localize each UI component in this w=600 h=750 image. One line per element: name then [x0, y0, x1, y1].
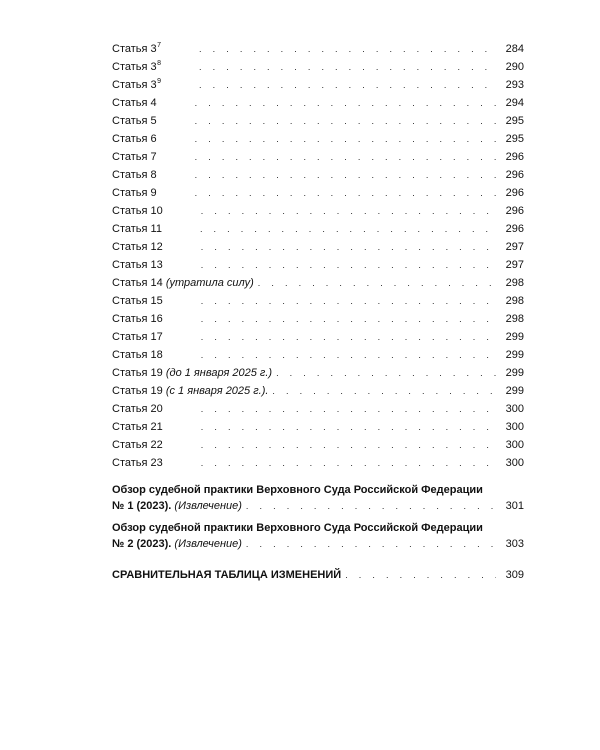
article-title: Статья 3: [112, 79, 157, 91]
toc-entry[interactable]: [112, 400, 524, 418]
article-note: (с 1 января 2025 г.).: [165, 385, 269, 397]
article-title: Статья 10: [112, 205, 163, 217]
toc-entry[interactable]: [112, 166, 524, 184]
entry-label: [112, 130, 157, 148]
toc-entry[interactable]: [112, 436, 524, 454]
entry-label: [112, 382, 268, 400]
leader-dots: [272, 382, 496, 400]
toc-entry[interactable]: [112, 328, 524, 346]
toc-entry[interactable]: [112, 220, 524, 238]
entry-label: [112, 274, 254, 292]
page-number: 296: [505, 205, 524, 217]
leader-dots: [201, 292, 496, 310]
page-number: 297: [505, 259, 524, 271]
toc-entry[interactable]: [112, 292, 524, 310]
review-line: [112, 498, 524, 514]
articles-list: [112, 40, 524, 472]
entry-label: [112, 184, 157, 202]
entry-label: [112, 418, 163, 436]
article-title: Статья 20: [112, 403, 163, 415]
article-title: Статья 8: [112, 169, 157, 181]
page-number: 296: [505, 169, 524, 181]
article-title: Статья 5: [112, 115, 157, 127]
entry-label: [112, 436, 163, 454]
article-superscript: 8: [157, 60, 162, 68]
entry-label: [112, 202, 163, 220]
toc-entry[interactable]: [112, 346, 524, 364]
leader-dots: [199, 58, 496, 76]
toc-entry[interactable]: [112, 364, 524, 382]
review-entry[interactable]: [112, 520, 524, 552]
page-number: 299: [505, 367, 524, 379]
leader-dots: [246, 536, 496, 552]
article-title: Статья 18: [112, 349, 163, 361]
article-note: (утратила силу): [165, 277, 254, 289]
article-superscript: 7: [157, 42, 162, 50]
toc-entry[interactable]: [112, 184, 524, 202]
article-title: Статья 7: [112, 151, 157, 163]
review-note: (Извлечение): [174, 538, 242, 550]
leader-dots: [195, 166, 496, 184]
page-number: 300: [505, 457, 524, 469]
entry-label: [112, 310, 163, 328]
review-number: № 1 (2023).: [112, 500, 172, 512]
article-title: Статья 12: [112, 241, 163, 253]
entry-label: [112, 256, 163, 274]
page-number: 298: [505, 313, 524, 325]
reviews-list: [112, 482, 524, 552]
page-number: 301: [505, 500, 524, 512]
article-title: Статья 11: [112, 223, 162, 235]
entry-label: [112, 76, 161, 94]
summary-label: СРАВНИТЕЛЬНАЯ ТАБЛИЦА ИЗМЕНЕНИЙ: [112, 569, 342, 581]
toc-entry[interactable]: [112, 58, 524, 76]
page-number: 293: [505, 79, 524, 91]
entry-label: [112, 364, 272, 382]
article-title: Статья 23: [112, 457, 163, 469]
toc-entry[interactable]: [112, 202, 524, 220]
page-number: 298: [505, 295, 524, 307]
leader-dots: [201, 238, 496, 256]
review-number: № 2 (2023).: [112, 538, 172, 550]
entry-label: [112, 454, 163, 472]
article-title: Статья 13: [112, 259, 163, 271]
leader-dots: [201, 454, 496, 472]
article-title: Статья 19: [112, 367, 163, 379]
review-entry[interactable]: [112, 482, 524, 514]
summary-entry[interactable]: [112, 566, 524, 584]
article-title: Статья 9: [112, 187, 157, 199]
leader-dots: [345, 566, 496, 584]
page-number: 290: [505, 61, 524, 73]
entry-label: [112, 400, 163, 418]
leader-dots: [195, 112, 496, 130]
entry-label: [112, 58, 161, 76]
article-title: Статья 14: [112, 277, 163, 289]
entry-label: [112, 238, 163, 256]
leader-dots: [201, 418, 496, 436]
toc-entry[interactable]: [112, 418, 524, 436]
article-title: Статья 15: [112, 295, 163, 307]
toc-entry[interactable]: [112, 256, 524, 274]
page-number: 295: [505, 115, 524, 127]
article-superscript: 9: [157, 78, 162, 86]
page-number: 294: [505, 97, 524, 109]
page-number: 299: [505, 331, 524, 343]
article-title: Статья 19: [112, 385, 163, 397]
page-number: 295: [505, 133, 524, 145]
toc-entry[interactable]: [112, 148, 524, 166]
page-number: 300: [505, 439, 524, 451]
toc-entry[interactable]: [112, 130, 524, 148]
article-title: Статья 22: [112, 439, 163, 451]
leader-dots: [195, 184, 496, 202]
toc-entry[interactable]: [112, 382, 524, 400]
entry-label: [112, 112, 157, 130]
review-label: [112, 498, 242, 514]
page-number: 296: [505, 187, 524, 199]
leader-dots: [201, 328, 496, 346]
page-number: 296: [505, 151, 524, 163]
review-title: Обзор судебной практики Верховного Суда Российской Федерации: [112, 484, 483, 496]
article-title: Статья 21: [112, 421, 163, 433]
leader-dots: [195, 148, 496, 166]
toc-entry[interactable]: [112, 94, 524, 112]
entry-label: [112, 166, 157, 184]
page-number: 284: [505, 43, 524, 55]
leader-dots: [201, 400, 496, 418]
page-number: 303: [505, 538, 524, 550]
review-line: [112, 536, 524, 552]
table-of-contents: [112, 40, 524, 584]
entry-label: [112, 40, 161, 58]
leader-dots: [195, 94, 496, 112]
page-number: 300: [505, 403, 524, 415]
page-number: 300: [505, 421, 524, 433]
leader-dots: [199, 76, 496, 94]
article-title: Статья 17: [112, 331, 163, 343]
page-number: 299: [505, 349, 524, 361]
page-number: 296: [505, 223, 524, 235]
leader-dots: [201, 436, 496, 454]
entry-label: [112, 94, 157, 112]
article-note: (до 1 января 2025 г.): [165, 367, 273, 379]
leader-dots: [258, 274, 496, 292]
toc-entry[interactable]: [112, 310, 524, 328]
review-label: [112, 536, 242, 552]
toc-entry[interactable]: [112, 40, 524, 58]
page-number: 298: [505, 277, 524, 289]
review-title: Обзор судебной практики Верховного Суда Российской Федерации: [112, 522, 483, 534]
leader-dots: [276, 364, 496, 382]
toc-entry[interactable]: [112, 238, 524, 256]
article-title: Статья 16: [112, 313, 163, 325]
article-title: Статья 4: [112, 97, 157, 109]
entry-label: [112, 292, 163, 310]
leader-dots: [201, 202, 496, 220]
entry-label: [112, 346, 163, 364]
page-number: 309: [505, 569, 524, 581]
page-number: 299: [505, 385, 524, 397]
article-title: Статья 3: [112, 61, 157, 73]
review-note: (Извлечение): [174, 500, 242, 512]
leader-dots: [246, 498, 496, 514]
entry-label: [112, 328, 163, 346]
entry-label: [112, 148, 157, 166]
toc-entry[interactable]: [112, 454, 524, 472]
toc-entry[interactable]: [112, 76, 524, 94]
article-title: Статья 3: [112, 43, 157, 55]
toc-entry[interactable]: [112, 274, 524, 292]
leader-dots: [201, 346, 496, 364]
leader-dots: [200, 220, 496, 238]
page-number: 297: [505, 241, 524, 253]
toc-entry[interactable]: [112, 112, 524, 130]
leader-dots: [195, 130, 496, 148]
entry-label: [112, 220, 162, 238]
leader-dots: [201, 256, 496, 274]
leader-dots: [201, 310, 496, 328]
article-title: Статья 6: [112, 133, 157, 145]
leader-dots: [199, 40, 496, 58]
